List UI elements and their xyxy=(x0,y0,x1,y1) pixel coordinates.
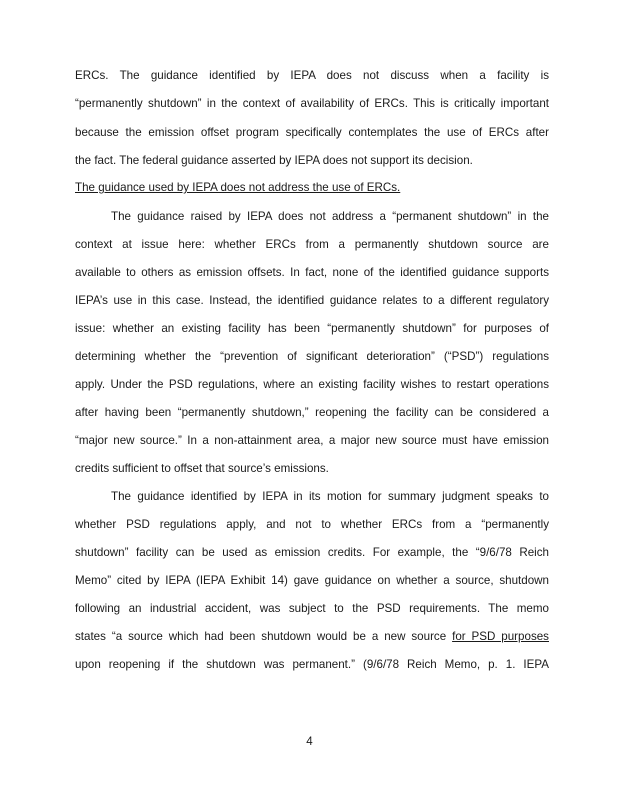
body-line: shutdown” facility can be used as emission credits. For example, the “9/6/78 Reich xyxy=(75,546,549,559)
body-line: Memo” cited by IEPA (IEPA Exhibit 14) gave guidance on whether a source, shutdown xyxy=(75,574,549,587)
body-line: whether PSD regulations apply, and not to whether ERCs from a “permanently xyxy=(75,518,549,531)
body-line: ERCs. The guidance identified by IEPA does not discuss when a facility is xyxy=(75,69,549,82)
underlined-phrase: for PSD purposes xyxy=(452,630,549,643)
body-line xyxy=(75,630,549,644)
body-line: The guidance raised by IEPA does not address a “permanent shutdown” in the xyxy=(111,210,549,223)
body-line: “permanently shutdown” in the context of availability of ERCs. This is critically important xyxy=(75,97,549,110)
quote-text: states “a source which had been shutdown would be a new source xyxy=(75,630,453,643)
body-line: determining whether the “prevention of significant deterioration” (“PSD”) regulations xyxy=(75,350,549,363)
body-line: the fact. The federal guidance asserted by IEPA does not support its decision. xyxy=(75,154,473,167)
body-line: The guidance identified by IEPA in its motion for summary judgment speaks to xyxy=(111,490,549,503)
body-line: credits sufficient to offset that source’s emissions. xyxy=(75,462,329,475)
section-heading: The guidance used by IEPA does not address the use of ERCs. xyxy=(75,181,401,194)
body-line: issue: whether an existing facility has been “permanently shutdown” for purposes of xyxy=(75,322,549,335)
body-line: “major new source.” In a non-attainment area, a major new source must have emission xyxy=(75,434,549,447)
body-line: IEPA’s use in this case. Instead, the identified guidance relates to a different regulatory xyxy=(75,294,549,307)
body-line: context at issue here: whether ERCs from a permanently shutdown source are xyxy=(75,238,549,251)
body-line: apply. Under the PSD regulations, where an existing facility wishes to restart operations xyxy=(75,378,549,391)
body-line: following an industrial accident, was subject to the PSD requirements. The memo xyxy=(75,602,549,615)
body-line: because the emission offset program specifically contemplates the use of ERCs after xyxy=(75,126,549,139)
page-number: 4 xyxy=(306,735,313,748)
body-line: available to others as emission offsets. In fact, none of the identified guidance supports xyxy=(75,266,549,279)
body-line: after having been “permanently shutdown,” reopening the facility can be considered a xyxy=(75,406,549,419)
body-line: upon reopening if the shutdown was permanent.” (9/6/78 Reich Memo, p. 1. IEPA xyxy=(75,658,549,671)
